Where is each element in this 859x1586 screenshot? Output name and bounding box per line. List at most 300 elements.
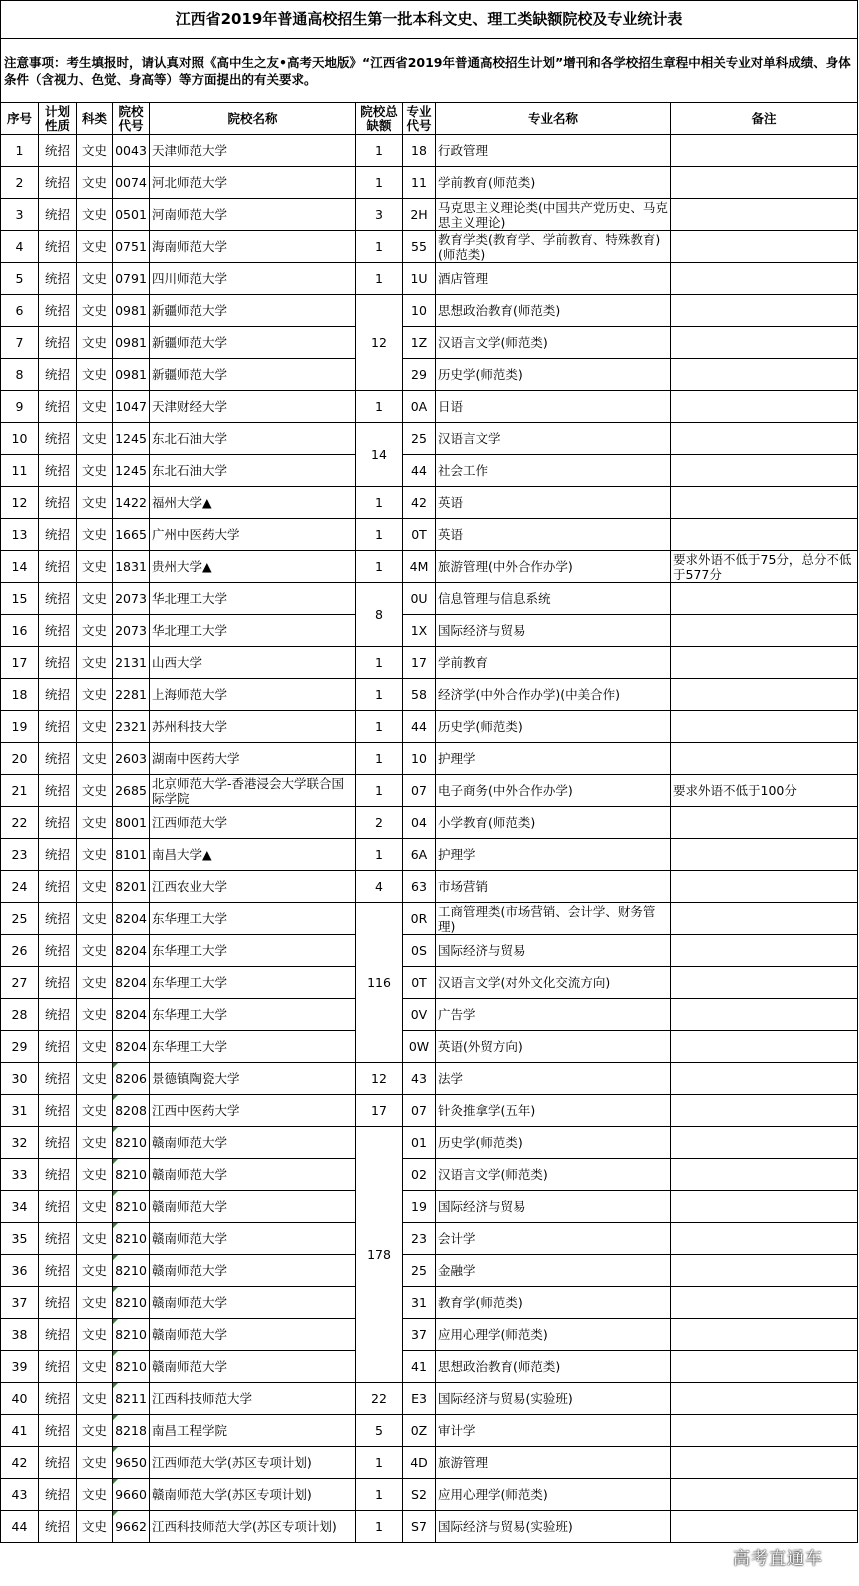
row-remark (671, 1159, 858, 1191)
row-plan: 统招 (39, 935, 77, 967)
row-major-name: 针灸推拿学(五年) (436, 1095, 671, 1127)
row-plan: 统招 (39, 647, 77, 679)
row-plan: 统招 (39, 711, 77, 743)
row-school-name: 东北石油大学 (150, 423, 356, 455)
row-major-name: 教育学类(教育学、学前教育、特殊教育)(师范类) (436, 231, 671, 263)
row-plan: 统招 (39, 1063, 77, 1095)
row-school-code: 8001 (113, 807, 150, 839)
row-school-code: 0751 (113, 231, 150, 263)
row-school-name: 赣南师范大学 (150, 1223, 356, 1255)
row-school-code: 2685 (113, 775, 150, 807)
row-no: 23 (1, 839, 39, 871)
row-no: 15 (1, 583, 39, 615)
row-major-code: 1U (403, 263, 436, 295)
row-school-name: 景德镇陶瓷大学 (150, 1063, 356, 1095)
row-school-code: 8210 (113, 1159, 150, 1191)
row-vacancy: 1 (356, 263, 403, 295)
row-major-name: 应用心理学(师范类) (436, 1479, 671, 1511)
row-major-code: 0T (403, 519, 436, 551)
table-row (1, 903, 858, 935)
row-plan: 统招 (39, 1223, 77, 1255)
row-remark: 要求外语不低于100分 (671, 775, 858, 807)
row-school-name: 天津财经大学 (150, 391, 356, 423)
row-vacancy: 1 (356, 1511, 403, 1543)
row-school-code: 0981 (113, 359, 150, 391)
row-no: 24 (1, 871, 39, 903)
row-school-name: 上海师范大学 (150, 679, 356, 711)
row-plan: 统招 (39, 775, 77, 807)
row-no: 13 (1, 519, 39, 551)
row-major-code: 07 (403, 775, 436, 807)
row-major-code: E3 (403, 1383, 436, 1415)
row-subject: 文史 (77, 615, 113, 647)
table-row (1, 263, 858, 295)
row-subject: 文史 (77, 1159, 113, 1191)
row-school-name: 江西师范大学 (150, 807, 356, 839)
row-subject: 文史 (77, 903, 113, 935)
row-major-name: 酒店管理 (436, 263, 671, 295)
row-school-code: 2073 (113, 583, 150, 615)
row-subject: 文史 (77, 1511, 113, 1543)
row-major-name: 审计学 (436, 1415, 671, 1447)
row-remark (671, 1287, 858, 1319)
row-school-code: 8204 (113, 967, 150, 999)
row-school-name: 赣南师范大学 (150, 1351, 356, 1383)
row-remark (671, 231, 858, 263)
table-row (1, 551, 858, 583)
row-subject: 文史 (77, 775, 113, 807)
row-school-name: 新疆师范大学 (150, 359, 356, 391)
row-school-code: 8210 (113, 1319, 150, 1351)
header-row (1, 103, 858, 135)
row-plan: 统招 (39, 1351, 77, 1383)
row-school-code: 1245 (113, 455, 150, 487)
row-subject: 文史 (77, 583, 113, 615)
row-school-code: 8210 (113, 1255, 150, 1287)
row-major-name: 国际经济与贸易 (436, 1191, 671, 1223)
row-school-name: 贵州大学▲ (150, 551, 356, 583)
row-remark (671, 199, 858, 231)
row-vacancy: 1 (356, 775, 403, 807)
row-subject: 文史 (77, 871, 113, 903)
row-school-name: 海南师范大学 (150, 231, 356, 263)
row-major-code: 43 (403, 1063, 436, 1095)
row-major-name: 经济学(中外合作办学)(中美合作) (436, 679, 671, 711)
table-row (1, 583, 858, 615)
row-plan: 统招 (39, 455, 77, 487)
row-remark (671, 1191, 858, 1223)
row-major-code: 37 (403, 1319, 436, 1351)
row-major-code: 25 (403, 1255, 436, 1287)
row-subject: 文史 (77, 167, 113, 199)
row-remark (671, 519, 858, 551)
row-school-code: 8210 (113, 1191, 150, 1223)
row-major-name: 英语 (436, 487, 671, 519)
row-subject: 文史 (77, 487, 113, 519)
table-row (1, 423, 858, 455)
row-vacancy: 2 (356, 807, 403, 839)
table-row (1, 359, 858, 391)
row-plan: 统招 (39, 551, 77, 583)
row-major-name: 国际经济与贸易(实验班) (436, 1511, 671, 1543)
row-no: 31 (1, 1095, 39, 1127)
row-plan: 统招 (39, 1319, 77, 1351)
row-major-code: 19 (403, 1191, 436, 1223)
row-remark (671, 679, 858, 711)
row-plan: 统招 (39, 1159, 77, 1191)
row-school-code: 0791 (113, 263, 150, 295)
row-remark (671, 423, 858, 455)
row-vacancy: 1 (356, 1447, 403, 1479)
row-major-code: S2 (403, 1479, 436, 1511)
row-vacancy: 1 (356, 711, 403, 743)
table-row (1, 327, 858, 359)
header-major-code: 专业代号 (403, 103, 436, 135)
table-row (1, 743, 858, 775)
row-subject: 文史 (77, 967, 113, 999)
row-major-code: 1Z (403, 327, 436, 359)
table-row (1, 871, 858, 903)
row-no: 18 (1, 679, 39, 711)
header-school-code: 院校代号 (113, 103, 150, 135)
row-remark (671, 295, 858, 327)
row-major-code: 17 (403, 647, 436, 679)
row-school-name: 湖南中医药大学 (150, 743, 356, 775)
table-row (1, 1127, 858, 1159)
row-no: 35 (1, 1223, 39, 1255)
table-row (1, 1479, 858, 1511)
row-major-code: S7 (403, 1511, 436, 1543)
row-major-name: 汉语言文学(师范类) (436, 1159, 671, 1191)
row-no: 43 (1, 1479, 39, 1511)
row-school-code: 1047 (113, 391, 150, 423)
row-major-name: 马克思主义理论类(中国共产党历史、马克思主义理论) (436, 199, 671, 231)
row-school-code: 8101 (113, 839, 150, 871)
row-subject: 文史 (77, 455, 113, 487)
row-school-name: 苏州科技大学 (150, 711, 356, 743)
table-row (1, 679, 858, 711)
row-vacancy: 1 (356, 231, 403, 263)
row-major-code: 11 (403, 167, 436, 199)
row-school-name: 北京师范大学-香港浸会大学联合国际学院 (150, 775, 356, 807)
header-no: 序号 (1, 103, 39, 135)
row-school-code: 8210 (113, 1127, 150, 1159)
row-school-name: 江西科技师范大学(苏区专项计划) (150, 1511, 356, 1543)
row-school-name: 南昌工程学院 (150, 1415, 356, 1447)
table-row (1, 1383, 858, 1415)
row-school-code: 9662 (113, 1511, 150, 1543)
row-remark (671, 1351, 858, 1383)
row-subject: 文史 (77, 935, 113, 967)
row-remark (671, 839, 858, 871)
title-row (1, 1, 858, 39)
table-row (1, 1095, 858, 1127)
row-vacancy: 1 (356, 167, 403, 199)
row-subject: 文史 (77, 1351, 113, 1383)
row-major-code: 10 (403, 743, 436, 775)
row-major-code: 41 (403, 1351, 436, 1383)
row-vacancy: 1 (356, 679, 403, 711)
row-school-code: 2603 (113, 743, 150, 775)
notice-row (1, 39, 858, 103)
row-subject: 文史 (77, 1191, 113, 1223)
row-plan: 统招 (39, 167, 77, 199)
row-major-code: 0W (403, 1031, 436, 1063)
row-plan: 统招 (39, 423, 77, 455)
row-major-name: 会计学 (436, 1223, 671, 1255)
row-school-name: 江西中医药大学 (150, 1095, 356, 1127)
row-major-name: 旅游管理(中外合作办学) (436, 551, 671, 583)
table-row (1, 935, 858, 967)
row-school-code: 0981 (113, 327, 150, 359)
row-major-name: 信息管理与信息系统 (436, 583, 671, 615)
row-no: 34 (1, 1191, 39, 1223)
row-no: 25 (1, 903, 39, 935)
row-major-name: 汉语言文学 (436, 423, 671, 455)
row-vacancy: 1 (356, 391, 403, 423)
row-remark (671, 263, 858, 295)
row-school-name: 东华理工大学 (150, 967, 356, 999)
row-remark (671, 615, 858, 647)
row-remark (671, 1383, 858, 1415)
row-remark (671, 1031, 858, 1063)
row-remark (671, 1063, 858, 1095)
row-major-name: 国际经济与贸易(实验班) (436, 1383, 671, 1415)
row-school-name: 河北师范大学 (150, 167, 356, 199)
row-school-name: 广州中医药大学 (150, 519, 356, 551)
row-remark (671, 391, 858, 423)
row-no: 14 (1, 551, 39, 583)
row-major-name: 思想政治教育(师范类) (436, 295, 671, 327)
row-school-code: 2131 (113, 647, 150, 679)
row-major-name: 应用心理学(师范类) (436, 1319, 671, 1351)
row-school-name: 南昌大学▲ (150, 839, 356, 871)
row-no: 38 (1, 1319, 39, 1351)
row-school-name: 山西大学 (150, 647, 356, 679)
row-no: 12 (1, 487, 39, 519)
row-subject: 文史 (77, 1095, 113, 1127)
row-school-code: 9660 (113, 1479, 150, 1511)
row-subject: 文史 (77, 359, 113, 391)
row-no: 39 (1, 1351, 39, 1383)
row-plan: 统招 (39, 1479, 77, 1511)
row-vacancy: 12 (356, 295, 403, 391)
row-vacancy: 12 (356, 1063, 403, 1095)
row-major-name: 小学教育(师范类) (436, 807, 671, 839)
row-vacancy: 3 (356, 199, 403, 231)
row-subject: 文史 (77, 1223, 113, 1255)
row-major-code: 31 (403, 1287, 436, 1319)
row-school-name: 新疆师范大学 (150, 295, 356, 327)
row-school-code: 8204 (113, 903, 150, 935)
row-major-name: 行政管理 (436, 135, 671, 167)
row-subject: 文史 (77, 1287, 113, 1319)
row-remark (671, 871, 858, 903)
table-row (1, 391, 858, 423)
row-major-name: 工商管理类(市场营销、会计学、财务管理) (436, 903, 671, 935)
row-remark: 要求外语不低于75分，总分不低于577分 (671, 551, 858, 583)
row-remark (671, 903, 858, 935)
table-row (1, 295, 858, 327)
row-no: 27 (1, 967, 39, 999)
row-school-code: 2321 (113, 711, 150, 743)
row-major-code: 0U (403, 583, 436, 615)
row-major-code: 63 (403, 871, 436, 903)
row-major-code: 4M (403, 551, 436, 583)
row-remark (671, 167, 858, 199)
row-no: 19 (1, 711, 39, 743)
row-subject: 文史 (77, 743, 113, 775)
row-major-name: 日语 (436, 391, 671, 423)
row-school-code: 1245 (113, 423, 150, 455)
row-major-name: 国际经济与贸易 (436, 935, 671, 967)
row-no: 6 (1, 295, 39, 327)
row-school-code: 8218 (113, 1415, 150, 1447)
table-row (1, 1255, 858, 1287)
row-remark (671, 1223, 858, 1255)
row-remark (671, 1095, 858, 1127)
row-major-code: 0T (403, 967, 436, 999)
table-row (1, 167, 858, 199)
row-major-name: 国际经济与贸易 (436, 615, 671, 647)
row-plan: 统招 (39, 1095, 77, 1127)
row-remark (671, 1447, 858, 1479)
row-major-name: 学前教育(师范类) (436, 167, 671, 199)
row-remark (671, 455, 858, 487)
notice-text: 注意事项：考生填报时，请认真对照《高中生之友•高考天地版》“江西省2019年普通高校招生计划”增刊和各学校招生章程中相关专业对单科成绩、身体条件（含视力、色觉、身高等）等方面提出的有关要求。 (1, 39, 858, 103)
row-major-code: 29 (403, 359, 436, 391)
row-school-name: 天津师范大学 (150, 135, 356, 167)
table-row (1, 455, 858, 487)
row-school-code: 8201 (113, 871, 150, 903)
row-subject: 文史 (77, 1255, 113, 1287)
row-plan: 统招 (39, 391, 77, 423)
row-subject: 文史 (77, 711, 113, 743)
row-plan: 统招 (39, 583, 77, 615)
row-no: 21 (1, 775, 39, 807)
row-subject: 文史 (77, 1479, 113, 1511)
row-major-name: 英语(外贸方向) (436, 1031, 671, 1063)
table-row (1, 1287, 858, 1319)
row-school-code: 1665 (113, 519, 150, 551)
row-school-name: 东华理工大学 (150, 935, 356, 967)
row-subject: 文史 (77, 1031, 113, 1063)
row-subject: 文史 (77, 839, 113, 871)
row-no: 16 (1, 615, 39, 647)
row-major-code: 0Z (403, 1415, 436, 1447)
table-row (1, 967, 858, 999)
row-subject: 文史 (77, 1447, 113, 1479)
row-school-code: 8204 (113, 935, 150, 967)
row-school-code: 2073 (113, 615, 150, 647)
row-remark (671, 935, 858, 967)
row-remark (671, 359, 858, 391)
row-plan: 统招 (39, 1511, 77, 1543)
row-school-name: 赣南师范大学 (150, 1159, 356, 1191)
table-row (1, 1511, 858, 1543)
row-remark (671, 1415, 858, 1447)
row-major-code: 0R (403, 903, 436, 935)
row-major-code: 10 (403, 295, 436, 327)
row-vacancy: 1 (356, 519, 403, 551)
row-plan: 统招 (39, 1447, 77, 1479)
row-subject: 文史 (77, 295, 113, 327)
row-subject: 文史 (77, 679, 113, 711)
row-school-code: 8210 (113, 1287, 150, 1319)
row-vacancy: 1 (356, 135, 403, 167)
row-no: 37 (1, 1287, 39, 1319)
row-no: 11 (1, 455, 39, 487)
row-major-code: 58 (403, 679, 436, 711)
row-major-code: 2H (403, 199, 436, 231)
row-remark (671, 327, 858, 359)
row-subject: 文史 (77, 519, 113, 551)
row-major-code: 44 (403, 455, 436, 487)
row-plan: 统招 (39, 519, 77, 551)
table-row (1, 711, 858, 743)
row-major-name: 思想政治教育(师范类) (436, 1351, 671, 1383)
row-vacancy: 1 (356, 487, 403, 519)
row-no: 33 (1, 1159, 39, 1191)
row-no: 5 (1, 263, 39, 295)
row-subject: 文史 (77, 807, 113, 839)
row-remark (671, 743, 858, 775)
row-major-code: 4D (403, 1447, 436, 1479)
row-school-code: 8206 (113, 1063, 150, 1095)
row-vacancy: 17 (356, 1095, 403, 1127)
row-remark (671, 1479, 858, 1511)
row-remark (671, 135, 858, 167)
row-no: 8 (1, 359, 39, 391)
row-school-code: 1831 (113, 551, 150, 583)
row-subject: 文史 (77, 327, 113, 359)
row-no: 9 (1, 391, 39, 423)
table-row (1, 1031, 858, 1063)
row-school-name: 东华理工大学 (150, 999, 356, 1031)
header-remark: 备注 (671, 103, 858, 135)
row-remark (671, 1255, 858, 1287)
row-major-code: 0V (403, 999, 436, 1031)
row-plan: 统招 (39, 487, 77, 519)
row-major-code: 18 (403, 135, 436, 167)
row-school-name: 新疆师范大学 (150, 327, 356, 359)
row-no: 3 (1, 199, 39, 231)
row-plan: 统招 (39, 807, 77, 839)
row-remark (671, 967, 858, 999)
row-major-name: 旅游管理 (436, 1447, 671, 1479)
row-school-code: 8210 (113, 1351, 150, 1383)
row-remark (671, 583, 858, 615)
row-no: 40 (1, 1383, 39, 1415)
row-major-name: 教育学(师范类) (436, 1287, 671, 1319)
row-major-name: 英语 (436, 519, 671, 551)
table-row (1, 1351, 858, 1383)
row-school-code: 9650 (113, 1447, 150, 1479)
row-major-name: 护理学 (436, 839, 671, 871)
row-major-name: 历史学(师范类) (436, 1127, 671, 1159)
row-major-name: 学前教育 (436, 647, 671, 679)
table-row (1, 807, 858, 839)
table-row (1, 1415, 858, 1447)
row-vacancy: 1 (356, 743, 403, 775)
table-row (1, 839, 858, 871)
row-plan: 统招 (39, 199, 77, 231)
table-row (1, 1223, 858, 1255)
row-vacancy: 5 (356, 1415, 403, 1447)
row-plan: 统招 (39, 231, 77, 263)
row-major-code: 1X (403, 615, 436, 647)
row-school-name: 赣南师范大学 (150, 1287, 356, 1319)
